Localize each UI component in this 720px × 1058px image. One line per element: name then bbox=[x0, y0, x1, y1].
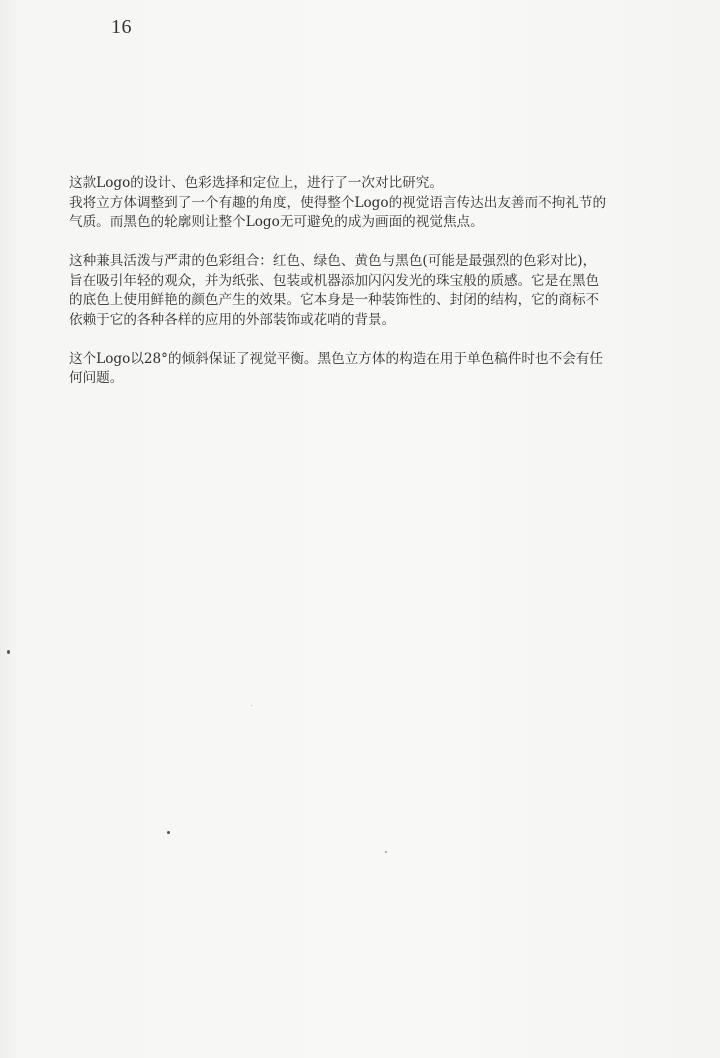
paragraph-2 bbox=[69, 252, 654, 330]
text-line: 我将立方体调整到了一个有趣的角度，使得整个Logo的视觉语言传达出友善而不拘礼节的 bbox=[69, 194, 607, 211]
text-line: 依赖于它的各种各样的应用的外部装饰或花哨的背景。 bbox=[69, 311, 396, 328]
paper-speck bbox=[167, 831, 170, 834]
text-line: 何问题。 bbox=[69, 370, 124, 386]
paper-speck bbox=[385, 851, 387, 853]
text-line: 这种兼具活泼与严肃的色彩组合：红色、绿色、黄色与黑色(可能是最强烈的色彩对比)， bbox=[69, 253, 597, 269]
paper-speck bbox=[251, 705, 252, 706]
page-number: 16 bbox=[111, 16, 132, 38]
text-line: 气质。而黑色的轮廓则让整个Logo无可避免的成为画面的视觉焦点。 bbox=[69, 214, 484, 230]
paragraph-3 bbox=[69, 350, 654, 389]
text-line: 的底色上使用鲜艳的颜色产生的效果。它本身是一种装饰性的、封闭的结构，它的商标不 bbox=[69, 292, 600, 308]
text-line: 这款Logo的设计、色彩选择和定位上，进行了一次对比研究。 bbox=[69, 175, 443, 191]
paper-speck bbox=[7, 650, 10, 654]
text-line: 旨在吸引年轻的观众，并为纸张、包装或机器添加闪闪发光的珠宝般的质感。它是在黑色 bbox=[69, 272, 600, 289]
body-text bbox=[69, 174, 654, 389]
text-line: 这个Logo以28°的倾斜保证了视觉平衡。黑色立方体的构造在用于单色稿件时也不会有任 bbox=[69, 350, 603, 367]
paragraph-1 bbox=[69, 174, 654, 233]
